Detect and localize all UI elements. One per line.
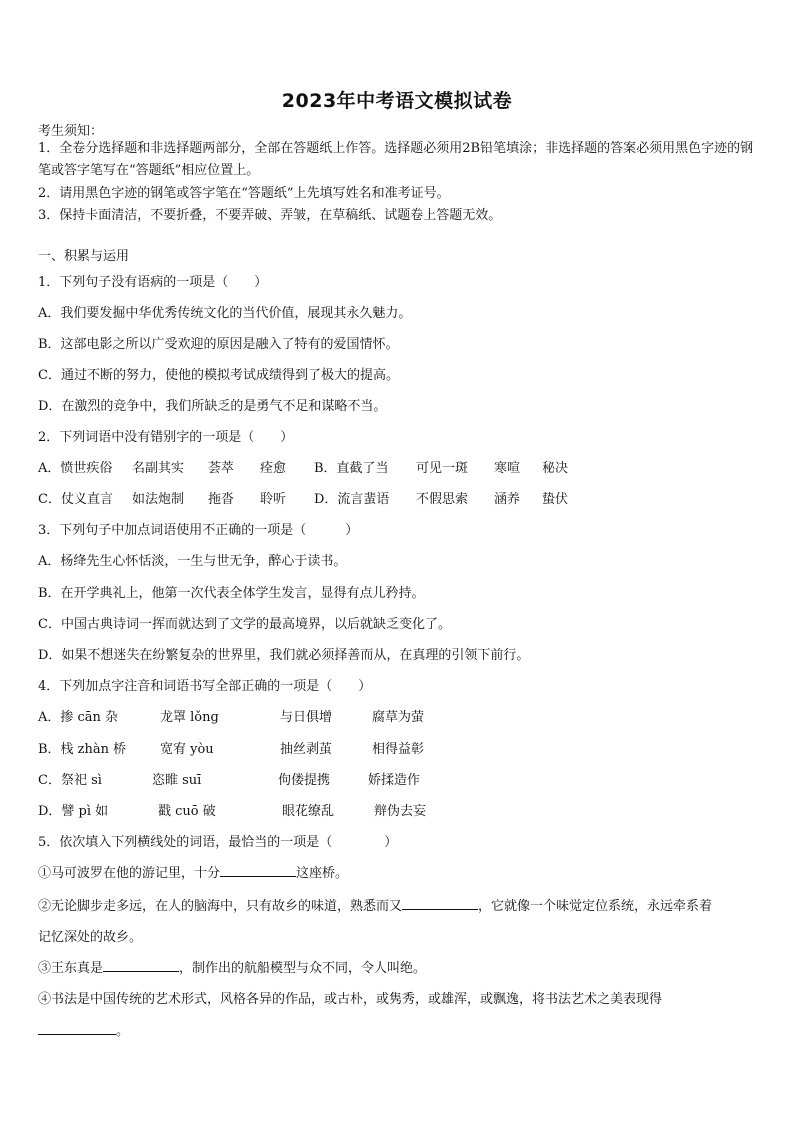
word: 聆听 xyxy=(260,492,287,507)
item: 恣睢 suī xyxy=(152,773,202,788)
question-3-option-a: A．杨绛先生心怀恬淡，一生与世无争，醉心于读书。 xyxy=(38,554,347,569)
item: C．祭祀 sì xyxy=(38,773,102,788)
question-3-option-b: B．在开学典礼上，他第一次代表全体学生发言，显得有点儿矜持。 xyxy=(38,586,425,601)
item: 龙罩 lǒng xyxy=(160,710,219,725)
question-5-sentence-2-cont: 记忆深处的故乡。 xyxy=(38,930,143,945)
item: 相得益彰 xyxy=(372,742,425,757)
notice-item-3: 3．保持卡面清洁，不要折叠，不要弄破、弄皱，在草稿纸、试题卷上答题无效。 xyxy=(38,208,502,223)
sentence-text: 这座桥。 xyxy=(296,866,349,881)
word: 如法炮制 xyxy=(132,492,185,507)
item: 佝偻提携 xyxy=(278,773,331,788)
question-4-stem: 4．下列加点字注音和词语书写全部正确的一项是（ ） xyxy=(38,679,372,694)
question-2-stem: 2．下列词语中没有错别字的一项是（ ） xyxy=(38,430,294,445)
question-5-sentence-4: ④书法是中国传统的艺术形式，风格各异的作品，或古朴，或隽秀，或雄浑，或飘逸，将书法艺术之美表现得 xyxy=(38,992,663,1007)
word: 蛰伏 xyxy=(542,492,569,507)
word: 不假思索 xyxy=(416,492,469,507)
notice-item-1: 1．全卷分选择题和非选择题两部分，全部在答题纸上作答。选择题必须用2B铅笔填涂；非选择题的答案必须用黑色字迹的钢笔或答字笔写在“答题纸”相应位置上。 xyxy=(38,141,754,178)
section-heading: 一、积累与运用 xyxy=(38,249,130,264)
answer-blank[interactable] xyxy=(220,864,296,877)
question-3-stem: 3．下列句子中加点词语使用不正确的一项是（ ） xyxy=(38,523,359,538)
word: D．流言蜚语 xyxy=(314,492,390,507)
page-title: 2023年中考语文模拟试卷 xyxy=(281,90,513,112)
word: 可见一斑 xyxy=(416,461,469,476)
sentence-text: ②无论脚步走多远，在人的脑海中，只有故乡的味道，熟悉而又 xyxy=(38,899,403,914)
sentence-text: 。 xyxy=(116,1024,130,1039)
question-4-option-c xyxy=(38,769,756,788)
question-3-option-d: D．如果不想迷失在纷繁复杂的世界里，我们就必须择善而从，在真理的引领下前行。 xyxy=(38,648,530,663)
question-2-row-ab xyxy=(38,457,756,476)
sentence-text: ①马可波罗在他的游记里，十分 xyxy=(38,866,221,881)
question-1-option-d: D．在激烈的竞争中，我们所缺乏的是勇气不足和谋略不当。 xyxy=(38,399,387,414)
sentence-text: ，制作出的航船模型与众不同，令人叫绝。 xyxy=(179,961,427,976)
answer-blank[interactable] xyxy=(402,897,478,910)
question-5-sentence-4-cont xyxy=(38,1020,756,1039)
item: D．譬 pì 如 xyxy=(38,804,109,819)
question-1-option-a: A．我们要发掘中华优秀传统文化的当代价值，展现其永久魅力。 xyxy=(38,306,412,321)
item: 与日俱增 xyxy=(280,710,333,725)
item: 宽宥 yòu xyxy=(160,742,214,757)
item: A．掺 cān 杂 xyxy=(38,710,119,725)
item: B．栈 zhàn 桥 xyxy=(38,742,127,757)
sentence-text: ③王东真是 xyxy=(38,961,104,976)
word: 寒喧 xyxy=(494,461,521,476)
word: 荟萃 xyxy=(208,461,235,476)
item: 辩伪去妄 xyxy=(374,804,427,819)
item: 抽丝剥茧 xyxy=(280,742,333,757)
notice-item-2: 2．请用黑色字迹的钢笔或答字笔在“答题纸”上先填写姓名和准考证号。 xyxy=(38,186,450,201)
item: 戳 cuō 破 xyxy=(158,804,216,819)
question-5-sentence-3 xyxy=(38,957,756,976)
answer-blank[interactable] xyxy=(38,1022,116,1035)
question-5-sentence-2 xyxy=(38,895,756,914)
question-5-stem: 5．依次填入下列横线处的词语，最恰当的一项是（ ） xyxy=(38,835,398,850)
question-4-option-d xyxy=(38,800,756,819)
item: 娇揉造作 xyxy=(368,773,421,788)
word: 秘决 xyxy=(542,461,569,476)
word: 涵养 xyxy=(494,492,521,507)
item: 眼花缭乱 xyxy=(282,804,335,819)
question-4-option-b xyxy=(38,738,756,757)
item: 腐草为萤 xyxy=(372,710,425,725)
word: 名副其实 xyxy=(132,461,185,476)
word: 痊愈 xyxy=(260,461,287,476)
question-4-option-a xyxy=(38,706,756,725)
question-1-option-c: C．通过不断的努力，使他的模拟考试成绩得到了极大的提高。 xyxy=(38,368,399,383)
question-1-stem: 1．下列句子没有语病的一项是（ ） xyxy=(38,275,268,290)
sentence-text: ，它就像一个味觉定位系统，永远牵系着 xyxy=(478,899,713,914)
word: B．直截了当 xyxy=(314,461,389,476)
question-5-sentence-1 xyxy=(38,862,756,881)
question-1-option-b: B．这部电影之所以广受欢迎的原因是融入了特有的爱国情怀。 xyxy=(38,337,399,352)
question-3-option-c: C．中国古典诗词一挥而就达到了文学的最高境界，以后就缺乏变化了。 xyxy=(38,617,451,632)
notice-heading: 考生须知： xyxy=(38,124,104,139)
answer-blank[interactable] xyxy=(103,959,179,972)
word: C．仗义直言 xyxy=(38,492,113,507)
word: 拖沓 xyxy=(208,492,235,507)
word: A．愤世疾俗 xyxy=(38,461,113,476)
question-2-row-cd xyxy=(38,488,756,507)
